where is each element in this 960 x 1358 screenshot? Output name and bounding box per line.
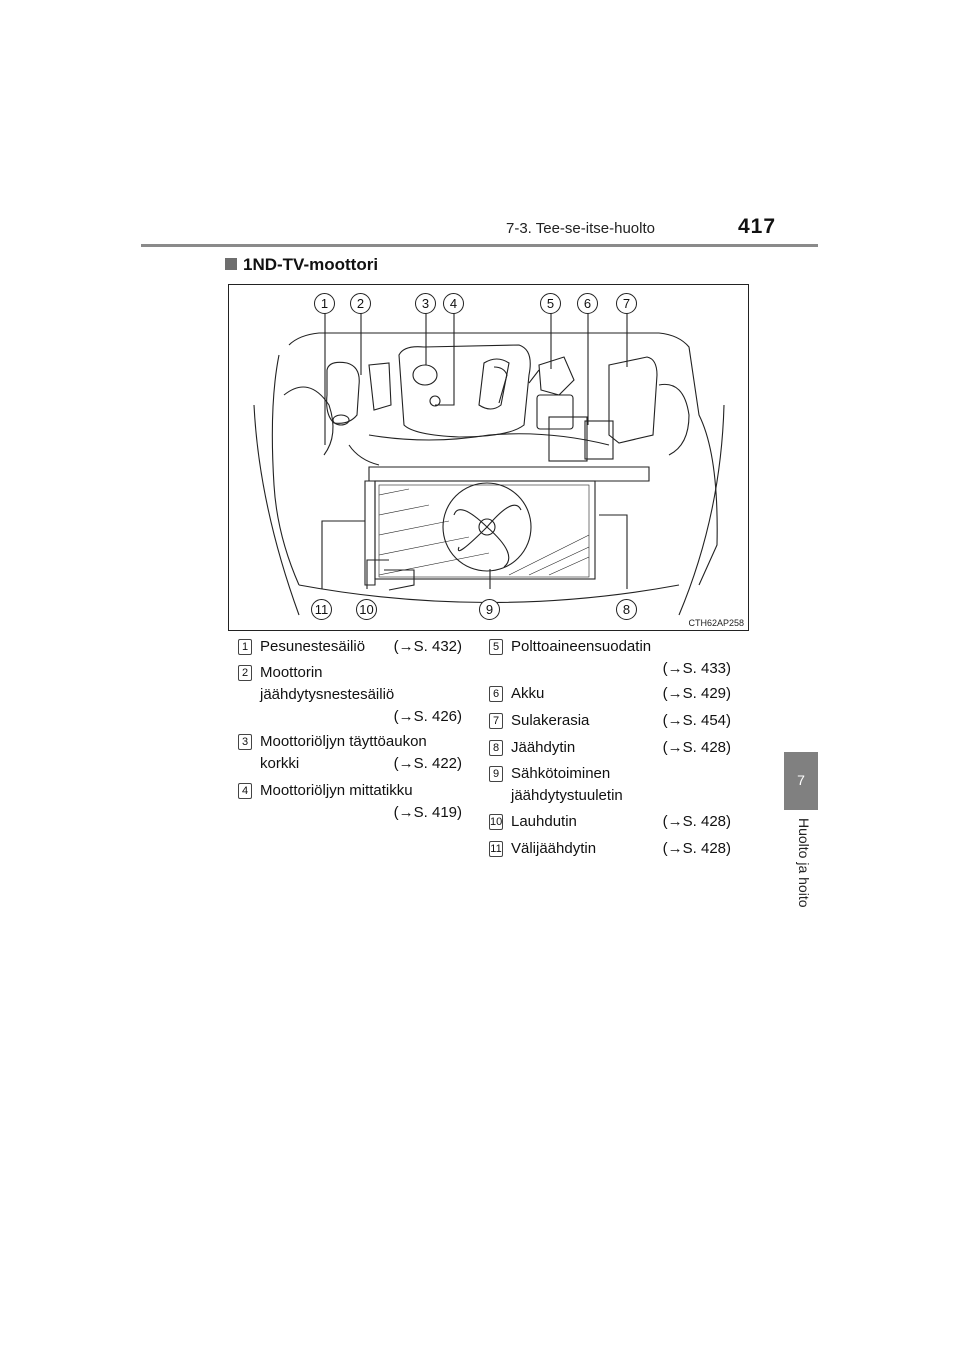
legend-number: 7 — [489, 713, 503, 729]
legend-item-9 — [489, 764, 731, 808]
legend-label: Välijäähdytin — [511, 840, 597, 857]
engine-bay-illustration — [228, 284, 749, 631]
legend-number: 8 — [489, 740, 503, 756]
legend-number: 11 — [490, 843, 502, 855]
legend-number: 3 — [238, 734, 252, 750]
figure-code: CTH62AP258 — [688, 618, 744, 628]
callout-10: 10 — [356, 599, 377, 620]
page-reference: (→S. 422) — [393, 755, 462, 772]
page-reference: (→S. 428) — [662, 739, 731, 756]
callout-6: 6 — [577, 293, 598, 314]
callout-4: 4 — [443, 293, 464, 314]
page-reference: (→S. 433) — [662, 660, 731, 677]
legend-label: Akku — [511, 685, 545, 702]
legend-item-8 — [489, 738, 731, 760]
legend-label: Moottoriöljyn mittatikku — [260, 782, 413, 799]
callout-11: 11 — [311, 599, 332, 620]
legend-label-line2: korkki — [260, 755, 300, 772]
legend-item-6 — [489, 684, 731, 706]
callout-7: 7 — [616, 293, 637, 314]
callout-9: 9 — [479, 599, 500, 620]
legend-label-line2: jäähdytysnestesäiliö — [260, 686, 395, 703]
page-reference: (→S. 428) — [662, 813, 731, 830]
legend-number: 10 — [490, 816, 503, 828]
header-divider — [141, 244, 818, 247]
legend-item-5 — [489, 637, 731, 681]
legend-label-line2: jäähdytystuuletin — [511, 787, 623, 804]
legend-label: Pesunestesäiliö — [260, 638, 366, 655]
callout-2: 2 — [350, 293, 371, 314]
legend-item-3 — [238, 732, 462, 776]
section-title — [225, 255, 378, 275]
callout-5: 5 — [540, 293, 561, 314]
callout-1: 1 — [314, 293, 335, 314]
legend-item-7 — [489, 711, 731, 733]
square-bullet-icon — [225, 258, 237, 270]
legend-item-10 — [489, 812, 731, 834]
callout-8: 8 — [616, 599, 637, 620]
page-number: 417 — [738, 215, 777, 238]
chapter-number: 7 — [797, 772, 805, 788]
legend-item-1 — [238, 637, 462, 659]
callout-3: 3 — [415, 293, 436, 314]
engine-bay-drawing — [229, 285, 749, 631]
section-title-text: 1ND-TV-moottori — [243, 255, 379, 274]
page-reference: (→S. 426) — [393, 708, 462, 725]
legend-label: Sulakerasia — [511, 712, 590, 729]
page-reference: (→S. 428) — [662, 840, 731, 857]
legend-label: Polttoaineensuodatin — [511, 638, 652, 655]
legend-number: 1 — [238, 639, 252, 655]
page-reference: (→S. 454) — [662, 712, 731, 729]
legend-item-4 — [238, 781, 462, 825]
legend-label: Moottorin — [260, 664, 323, 681]
running-header-section: 7-3. Tee-se-itse-huolto — [506, 220, 655, 237]
legend-number: 9 — [489, 766, 503, 782]
chapter-title: Huolto ja hoito — [796, 818, 812, 908]
legend-number: 6 — [489, 686, 503, 702]
page-reference: (→S. 432) — [393, 638, 462, 655]
legend-number: 5 — [489, 639, 503, 655]
legend-label: Sähkötoiminen — [511, 765, 611, 782]
legend-label: Jäähdytin — [511, 739, 576, 756]
legend-item-11 — [489, 839, 731, 861]
chapter-tab — [784, 752, 818, 810]
legend-label: Lauhdutin — [511, 813, 577, 830]
page-reference: (→S. 429) — [662, 685, 731, 702]
legend-number: 2 — [238, 665, 252, 681]
page-reference: (→S. 419) — [393, 804, 462, 821]
legend-item-2 — [238, 663, 462, 727]
legend-number: 4 — [238, 783, 252, 799]
legend-label: Moottoriöljyn täyttöaukon — [260, 733, 427, 750]
